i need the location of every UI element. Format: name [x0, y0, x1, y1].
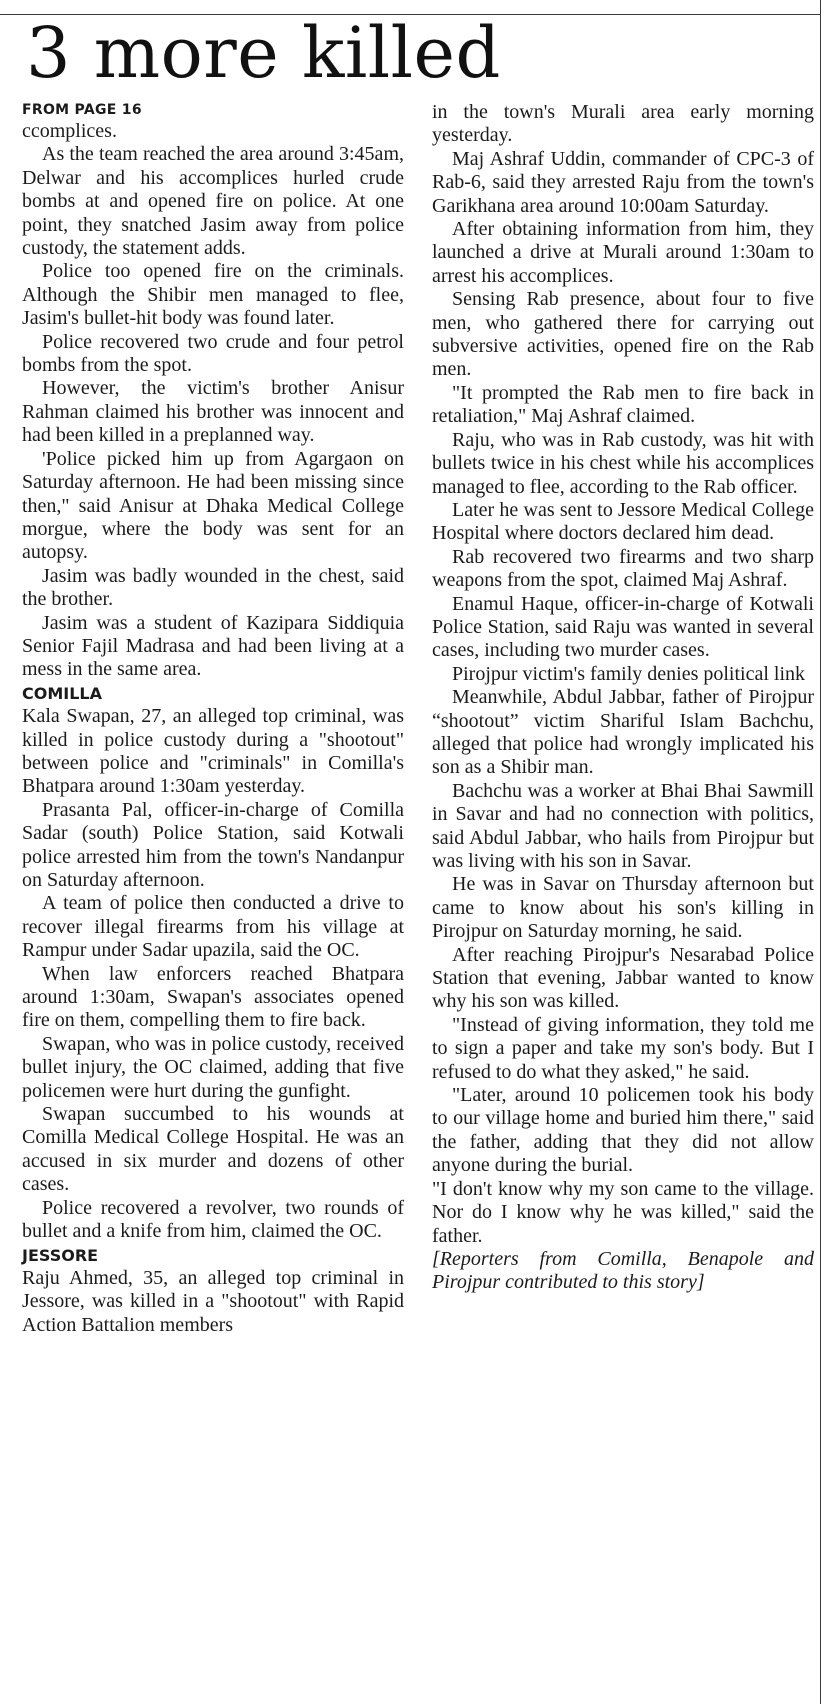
- paragraph: After reaching Pirojpur's Nesarabad Police Station that evening, Jabbar wanted to know why his son was killed.: [432, 943, 814, 1013]
- paragraph: "I don't know why my son came to the village. Nor do I know why he was killed," said the father.: [432, 1177, 814, 1247]
- paragraph: Swapan succumbed to his wounds at Comilla Medical College Hospital. He was an accused in six murder and dozens of other cases.: [22, 1103, 404, 1196]
- paragraph: "Instead of giving information, they told me to sign a paper and take my son's body. But I refused to do what they asked," he said.: [432, 1013, 814, 1083]
- paragraph: Police recovered a revolver, two rounds of bullet and a knife from him, claimed the OC.: [22, 1196, 404, 1243]
- column-rule: [820, 0, 821, 1704]
- paragraph: Later he was sent to Jessore Medical College Hospital where doctors declared him dead.: [432, 498, 814, 545]
- paragraph: Rab recovered two firearms and two sharp weapons from the spot, claimed Maj Ashraf.: [432, 545, 814, 592]
- paragraph: However, the victim's brother Anisur Rahman claimed his brother was innocent and had been killed in a preplanned way.: [22, 377, 404, 447]
- paragraph: ccomplices.: [22, 120, 117, 142]
- paragraph: Maj Ashraf Uddin, commander of CPC-3 of Rab-6, said they arrested Raju from the town's Garikhana area around 10:00am Saturday.: [432, 147, 814, 217]
- paragraph: Raju Ahmed, 35, an alleged top criminal in Jessore, was killed in a "shootout" with Rapid Action Battalion members: [22, 1266, 404, 1336]
- subhead: Pirojpur victim's family denies political link: [452, 662, 805, 685]
- paragraph: Prasanta Pal, officer-in-charge of Comilla Sadar (south) Police Station, said Kotwali police arrested him from the town's Nandanpur on Saturday afternoon.: [22, 798, 404, 891]
- paragraph: "Later, around 10 policemen took his body to our village home and buried him there," said the father, adding that they did not allow anyone during the burial.: [432, 1084, 814, 1177]
- paragraph: Raju, who was in Rab custody, was hit with bullets twice in his chest while his accomplices managed to flee, according to the Rab officer.: [432, 428, 814, 498]
- reporter-credit: [Reporters from Comilla, Benapole and Pirojpur contributed to this story]: [432, 1247, 814, 1294]
- paragraph: Police too opened fire on the criminals. Although the Shibir men managed to flee, Jasim's bullet-hit body was found later.: [22, 260, 404, 330]
- paragraph: A team of police then conducted a drive to recover illegal firearms from his village at Rampur under Sadar upazila, said the OC.: [22, 892, 404, 962]
- dateline-jessore: JESSORE: [22, 1245, 99, 1265]
- jump-line: FROM PAGE 16: [22, 102, 142, 118]
- paragraph: After obtaining information from him, they launched a drive at Murali around 1:30am to arrest his accomplices.: [432, 218, 814, 287]
- paragraph: As the team reached the area around 3:45am, Delwar and his accomplices hurled crude bombs at and opened fire on police. At one point, they snatched Jasim away from police custody, the statement adds.: [22, 143, 404, 260]
- left-column: [22, 101, 404, 1337]
- paragraph: Enamul Haque, officer-in-charge of Kotwali Police Station, said Raju was wanted in several cases, including two murder cases.: [432, 592, 814, 662]
- paragraph: When law enforcers reached Bhatpara around 1:30am, Swapan's associates opened fire on them, compelling them to fire back.: [22, 962, 404, 1032]
- paragraph: Swapan, who was in police custody, received bullet injury, the OC claimed, adding that five policemen were hurt during the gunfight.: [22, 1032, 404, 1102]
- paragraph: Jasim was badly wounded in the chest, said the brother.: [22, 564, 404, 611]
- paragraph: Police recovered two crude and four petrol bombs from the spot.: [22, 330, 404, 377]
- headline: 3 more killed: [26, 12, 501, 94]
- paragraph: in the town's Murali area early morning yesterday.: [432, 101, 814, 147]
- dateline-comilla: COMILLA: [22, 683, 102, 703]
- paragraph: Sensing Rab presence, about four to five men, who gathered there for carrying out subversive activities, opened fire on the Rab men.: [432, 288, 814, 381]
- paragraph: Jasim was a student of Kazipara Siddiquia Senior Fajil Madrasa and had been living at a mess in the same area.: [22, 611, 404, 681]
- paragraph: Kala Swapan, 27, an alleged top criminal, was killed in police custody during a "shootout" between police and "criminals" in Comilla's Bhatpara around 1:30am yesterday.: [22, 705, 404, 798]
- right-column: [432, 101, 814, 1295]
- paragraph: Bachchu was a worker at Bhai Bhai Sawmill in Savar and had no connection with politics, said Abdul Jabbar, who hails from Pirojpur but was living with his son in Savar.: [432, 779, 814, 872]
- paragraph: He was in Savar on Thursday afternoon but came to know about his son's killing in Pirojpur on Saturday morning, he said.: [432, 873, 814, 943]
- paragraph: 'Police picked him up from Agargaon on Saturday afternoon. He had been missing since then," said Anisur at Dhaka Medical College morgue, where the body was sent for an autopsy.: [22, 447, 404, 564]
- paragraph: Meanwhile, Abdul Jabbar, father of Pirojpur “shootout” victim Shariful Islam Bachchu, alleged that police had wrongly implicated his son as a Shibir man.: [432, 686, 814, 779]
- paragraph: "It prompted the Rab men to fire back in retaliation," Maj Ashraf claimed.: [432, 381, 814, 428]
